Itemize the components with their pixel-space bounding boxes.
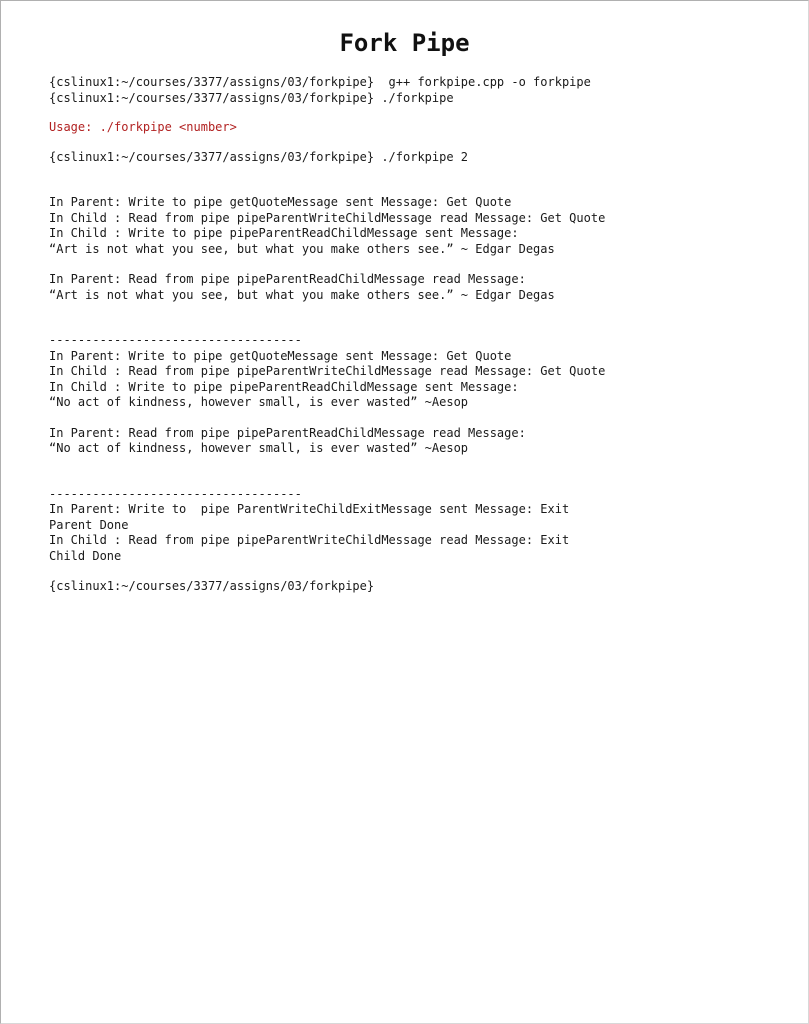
usage-message: Usage: ./forkpipe <number>	[49, 120, 237, 134]
output-line: In Child : Write to pipe pipeParentReadChildMessage sent Message:	[49, 379, 519, 394]
quote-line: “No act of kindness, however small, is ever wasted” ~Aesop	[49, 441, 469, 455]
final-prompt-line: {cslinux1:~/courses/3377/assigns/03/forkpipe}	[49, 579, 375, 593]
output-line: In Child : Read from pipe pipeParentWriteChildMessage read Message: Exit	[49, 533, 570, 547]
output-line: In Parent: Write to pipe getQuoteMessage sent Message: Get Quote	[49, 195, 512, 209]
exit-output	[49, 502, 789, 564]
output-line: In Child : Read from pipe pipeParentWriteChildMessage read Message: Get Quote	[49, 210, 606, 225]
compile-command-line: {cslinux1:~/courses/3377/assigns/03/forkpipe} g++ forkpipe.cpp -o forkpipe	[49, 75, 591, 89]
output-line: In Parent: Write to pipe ParentWriteChildExitMessage sent Message: Exit	[49, 502, 570, 516]
child-done-line: Child Done	[49, 548, 122, 563]
quote-line: “No act of kindness, however small, is ever wasted” ~Aesop	[49, 395, 469, 409]
quote-line: “Art is not what you see, but what you make others see.” ~ Edgar Degas	[49, 241, 555, 256]
separator-line: -----------------------------------	[49, 486, 302, 501]
quote-line: “Art is not what you see, but what you make others see.” ~ Edgar Degas	[49, 287, 555, 302]
parent-done-line: Parent Done	[49, 517, 129, 532]
separator-line: -----------------------------------	[49, 333, 302, 347]
page-title: Fork Pipe	[339, 29, 470, 57]
run-command-noargs-line: {cslinux1:~/courses/3377/assigns/03/forkpipe} ./forkpipe	[49, 90, 454, 105]
terminal-output	[49, 75, 789, 595]
round-1-output	[49, 195, 789, 303]
output-line: In Child : Write to pipe pipeParentReadChildMessage sent Message:	[49, 226, 519, 240]
run-command-2-line: {cslinux1:~/courses/3377/assigns/03/forkpipe} ./forkpipe 2	[49, 149, 469, 164]
round-2-output	[49, 349, 789, 457]
output-line: In Parent: Read from pipe pipeParentReadChildMessage read Message:	[49, 272, 526, 286]
output-line: In Child : Read from pipe pipeParentWriteChildMessage read Message: Get Quote	[49, 364, 606, 378]
output-line: In Parent: Write to pipe getQuoteMessage sent Message: Get Quote	[49, 348, 512, 363]
output-line: In Parent: Read from pipe pipeParentReadChildMessage read Message:	[49, 425, 526, 440]
